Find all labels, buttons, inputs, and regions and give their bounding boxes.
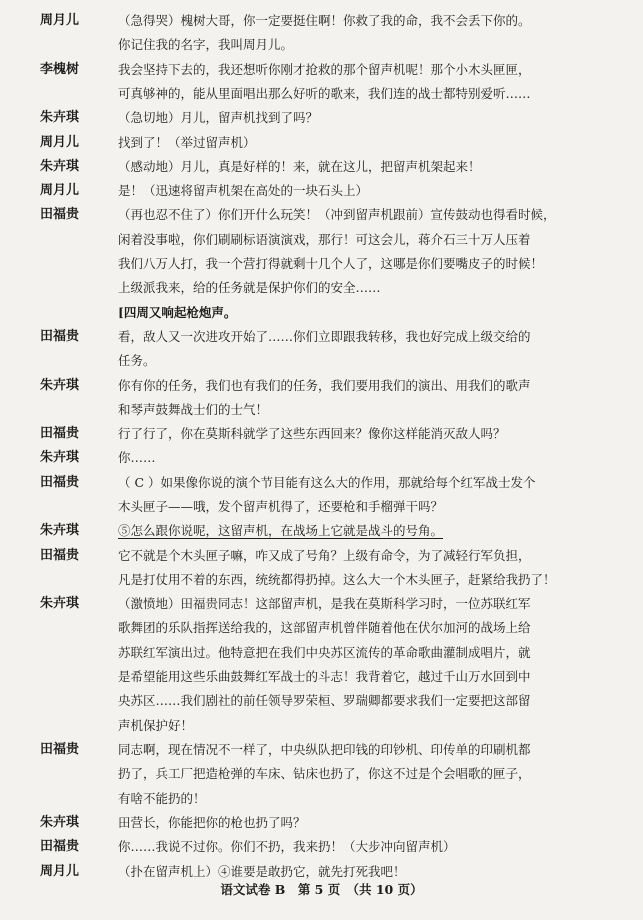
dialogue-entry — [0, 471, 643, 520]
dialogue-line: 它不就是个木头匣子嘛，咋又成了号角？上级有命令，为了减轻行军负担， — [118, 547, 531, 563]
dialogue-entry — [0, 446, 643, 470]
dialogue-line: 任务。 — [118, 353, 156, 369]
dialogue-line: 田营长，你能把你的枪也扔了吗？ — [118, 814, 306, 830]
dialogue-entry — [0, 811, 643, 835]
speaker-name: 周月儿 — [40, 183, 80, 199]
speaker-name: 田福贵 — [40, 839, 80, 855]
dialogue-line: 和琴声鼓舞战士们的士气！ — [118, 401, 269, 417]
dialogue-line: 我们八万人打，我一个营打得就剩十几个人了，这哪是你们要嘴皮子的时候！ — [118, 255, 544, 271]
speaker-name: 李槐树 — [40, 61, 80, 77]
dialogue-line: 是希望能用这些乐曲鼓舞红军战士的斗志！我背着它，越过千山万水回到中 — [118, 669, 531, 685]
speaker-name: 周月儿 — [40, 863, 80, 879]
dialogue-entry — [0, 179, 643, 203]
dialogue-line: 苏联红军演出过。他特意把在我们中央苏区流传的革命歌曲灌制成唱片，就 — [118, 644, 531, 660]
speaker-name: 田福贵 — [40, 426, 80, 442]
dialogue-line: 你……我说不过你。你们不扔，我来扔！（大步冲向留声机） — [118, 839, 456, 855]
speaker-name: 田福贵 — [40, 328, 80, 344]
dialogue-entry — [0, 374, 643, 423]
dialogue-line: （激愤地）田福贵同志！这部留声机，是我在莫斯科学习时，一位苏联红军 — [118, 596, 531, 612]
speaker-name: 朱卉琪 — [40, 814, 80, 830]
dialogue-line: （再也忍不住了）你们开什么玩笑！（冲到留声机跟前）宣传鼓动也得看时候， — [118, 207, 556, 223]
dialogue-entry — [0, 544, 643, 593]
speaker-name: 田福贵 — [40, 742, 80, 757]
dialogue-line: ⑤怎么跟你说呢，这留声机，在战场上它就是战斗的号角。 — [118, 523, 444, 539]
dialogue-line: 扔了，兵工厂把造枪弹的车床、钻床也扔了，你这不过是个会唱歌的匣子， — [118, 766, 531, 782]
dialogue-entry — [0, 422, 643, 446]
speaker-name: 朱卉琪 — [40, 450, 80, 466]
dialogue-line: 你记住我的名字，我叫周月儿。 — [118, 37, 294, 53]
speaker-name: 朱卉琪 — [40, 110, 80, 126]
dialogue-line: （扑在留声机上）④谁要是敢扔它，就先打死我吧！ — [118, 863, 406, 879]
speaker-name: 田福贵 — [40, 207, 80, 223]
dialogue-line: 找到了！（举过留声机） — [118, 134, 256, 150]
speaker-name: 田福贵 — [40, 547, 80, 563]
dialogue-line: （ C ）如果像你说的演个节目能有这么大的作用，那就给每个红军战士发个 — [118, 474, 536, 490]
dialogue-line: 上级派我来，给的任务就是保护你们的安全…… — [118, 280, 381, 296]
dialogue-entry — [0, 738, 643, 811]
dialogue-line: 央苏区……我们剧社的前任领导罗荣桓、罗瑞卿都要求我们一定要把这部留 — [118, 693, 531, 709]
dialogue-line: 有啥不能扔的！ — [118, 790, 206, 806]
dialogue-line: 是！（迅速将留声机架在高处的一块石头上） — [118, 183, 369, 199]
dialogue-line: 木头匣子——哦，发个留声机得了，还要枪和手榴弹干吗？ — [118, 498, 444, 514]
dialogue-line: 声机保护好！ — [118, 717, 194, 733]
speaker-name: 朱卉琪 — [40, 523, 80, 539]
dialogue-line: （急切地）月儿，留声机找到了吗？ — [118, 110, 319, 126]
dialogue-line: 闲着没事啦，你们刷刷标语演演戏，那行！可这会儿，蒋介石三十万人压着 — [118, 231, 531, 247]
speaker-name: 周月儿 — [40, 134, 80, 150]
dialogue-entry — [0, 106, 643, 130]
dialogue-entry — [0, 9, 643, 58]
dialogue-line: 行了行了，你在莫斯科就学了这些东西回来？像你这样能消灭敌人吗？ — [118, 426, 506, 442]
dialogue-entry — [0, 835, 643, 859]
dialogue-entry — [0, 325, 643, 374]
dialogue-line: 你有你的任务，我们也有我们的任务，我们要用我们的演出、用我们的歌声 — [118, 377, 531, 393]
dialogue-entry — [0, 58, 643, 107]
speaker-name: 朱卉琪 — [40, 377, 80, 393]
speaker-name: 田福贵 — [40, 474, 80, 490]
dialogue-entry — [0, 155, 643, 179]
dialogue-entry — [0, 592, 643, 738]
dialogue-line: 同志啊，现在情况不一样了，中央纵队把印钱的印钞机、印传单的印刷机都 — [118, 742, 531, 757]
dialogue-line: 我会坚持下去的，我还想听你刚才抢救的那个留声机呢！那个小木头匣匣， — [118, 61, 531, 77]
speaker-name: 朱卉琪 — [40, 158, 80, 174]
dialogue-entry — [0, 131, 643, 155]
dialogue-line: 可真够神的，能从里面唱出那么好听的歌来，我们连的战士都特别爱听…… — [118, 85, 531, 101]
dialogue-line: 看，敌人又一次进攻开始了……你们立即跟我转移，我也好完成上级交给的 — [118, 328, 531, 344]
page-footer: 语文试卷 B 第 5 页 （共 10 页） — [220, 882, 423, 897]
dialogue-entry — [0, 519, 643, 543]
dialogue-line: [四周又响起枪炮声。 — [118, 304, 237, 320]
dialogue-line: 你…… — [118, 450, 156, 466]
speaker-name: 朱卉琪 — [40, 596, 80, 612]
dialogue-line: 歌舞团的乐队指挥送给我的，这部留声机曾伴随着他在伏尔加河的战场上给 — [118, 620, 531, 636]
dialogue-entry — [0, 203, 643, 325]
dialogue-line: （感动地）月儿，真是好样的！来，就在这儿，把留声机架起来！ — [118, 158, 481, 174]
speaker-name: 周月儿 — [40, 13, 80, 28]
dialogue-line: （急得哭）槐树大哥，你一定要挺住啊！你救了我的命，我不会丢下你的。 — [118, 13, 531, 28]
dialogue-line: 凡是打仗用不着的东西，统统都得扔掉。这么大一个木头匣子，赶紧给我扔了！ — [118, 571, 556, 587]
